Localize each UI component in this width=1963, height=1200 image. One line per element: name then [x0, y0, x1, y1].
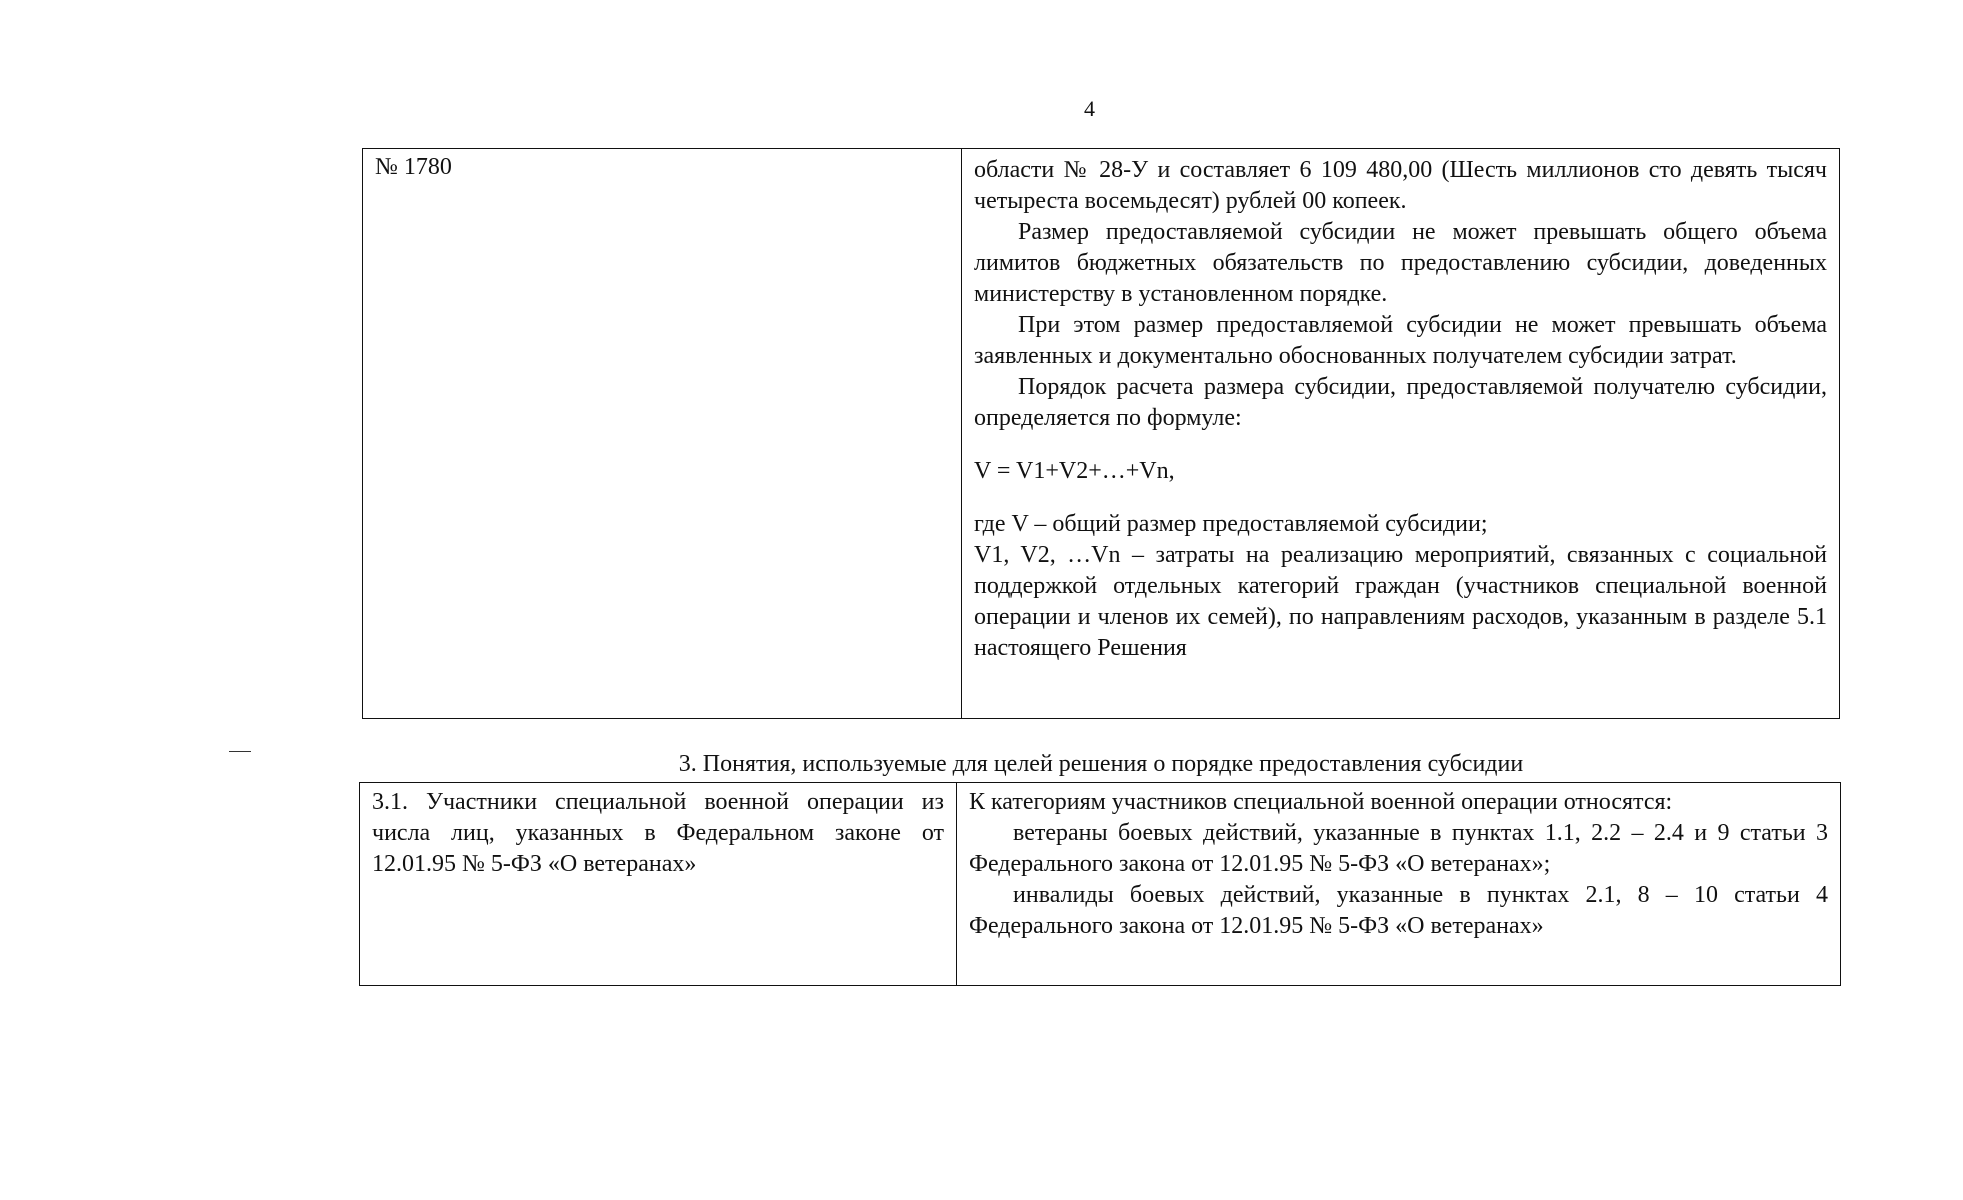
document-number-cell [363, 149, 962, 719]
definition-disabled: инвалиды боевых действий, указанные в пунктах 2.1, 8 – 10 статьи 4 Федерального закона от 12.01.95 № 5-ФЗ «О ветеранах» [969, 882, 1828, 939]
term-cell [360, 783, 957, 986]
formula: V = V1+V2+…+Vn, [974, 458, 1175, 484]
page-number: 4 [1084, 96, 1095, 121]
definitions-table [359, 782, 1841, 986]
table-row [360, 783, 1841, 986]
margin-dash [229, 751, 251, 752]
term-text: 3.1. Участники специальной военной операции из числа лиц, указанных в Федеральном законе от 12.01.95 № 5-ФЗ «О ветеранах» [372, 789, 944, 877]
paragraph-amount: области № 28-У и составляет 6 109 480,00 (Шесть миллионов сто девять тысяч четыреста восемьдесят) рублей 00 копеек. [974, 157, 1827, 214]
definition-veterans: ветераны боевых действий, указанные в пунктах 1.1, 2.2 – 2.4 и 9 статьи 3 Федерального закона от 12.01.95 № 5-ФЗ «О ветеранах»; [969, 820, 1828, 877]
formula-definition-v: где V – общий размер предоставляемой субсидии; [974, 511, 1488, 537]
definition-cell [957, 783, 1841, 986]
section-title: 3. Понятия, используемые для целей решения о порядке предоставления субсидии [678, 751, 1524, 777]
table-row [363, 149, 1840, 719]
document-number: № 1780 [375, 154, 452, 180]
definition-intro: К категориям участников специальной военной операции относятся: [969, 789, 1673, 815]
paragraph-calculation: Порядок расчета размера субсидии, предоставляемой получателю субсидии, определяется по формуле: [974, 374, 1827, 431]
formula-definition-vn: V1, V2, …Vn – затраты на реализацию мероприятий, связанных с социальной поддержкой отдельных категорий граждан (участников специальной военной операции и членов их семей), по направлениям расходов, указанным в разделе 5.1 настоящего Решения [974, 542, 1827, 661]
paragraph-claimed-costs: При этом размер предоставляемой субсидии не может превышать объема заявленных и документально обоснованных получателем субсидии затрат. [974, 312, 1827, 369]
paragraph-limits: Размер предоставляемой субсидии не может превышать общего объема лимитов бюджетных обязательств по предоставлению субсидии, доведенных министерству в установленном порядке. [974, 219, 1827, 307]
subsidy-table [362, 148, 1840, 719]
subsidy-description-cell [962, 149, 1840, 719]
